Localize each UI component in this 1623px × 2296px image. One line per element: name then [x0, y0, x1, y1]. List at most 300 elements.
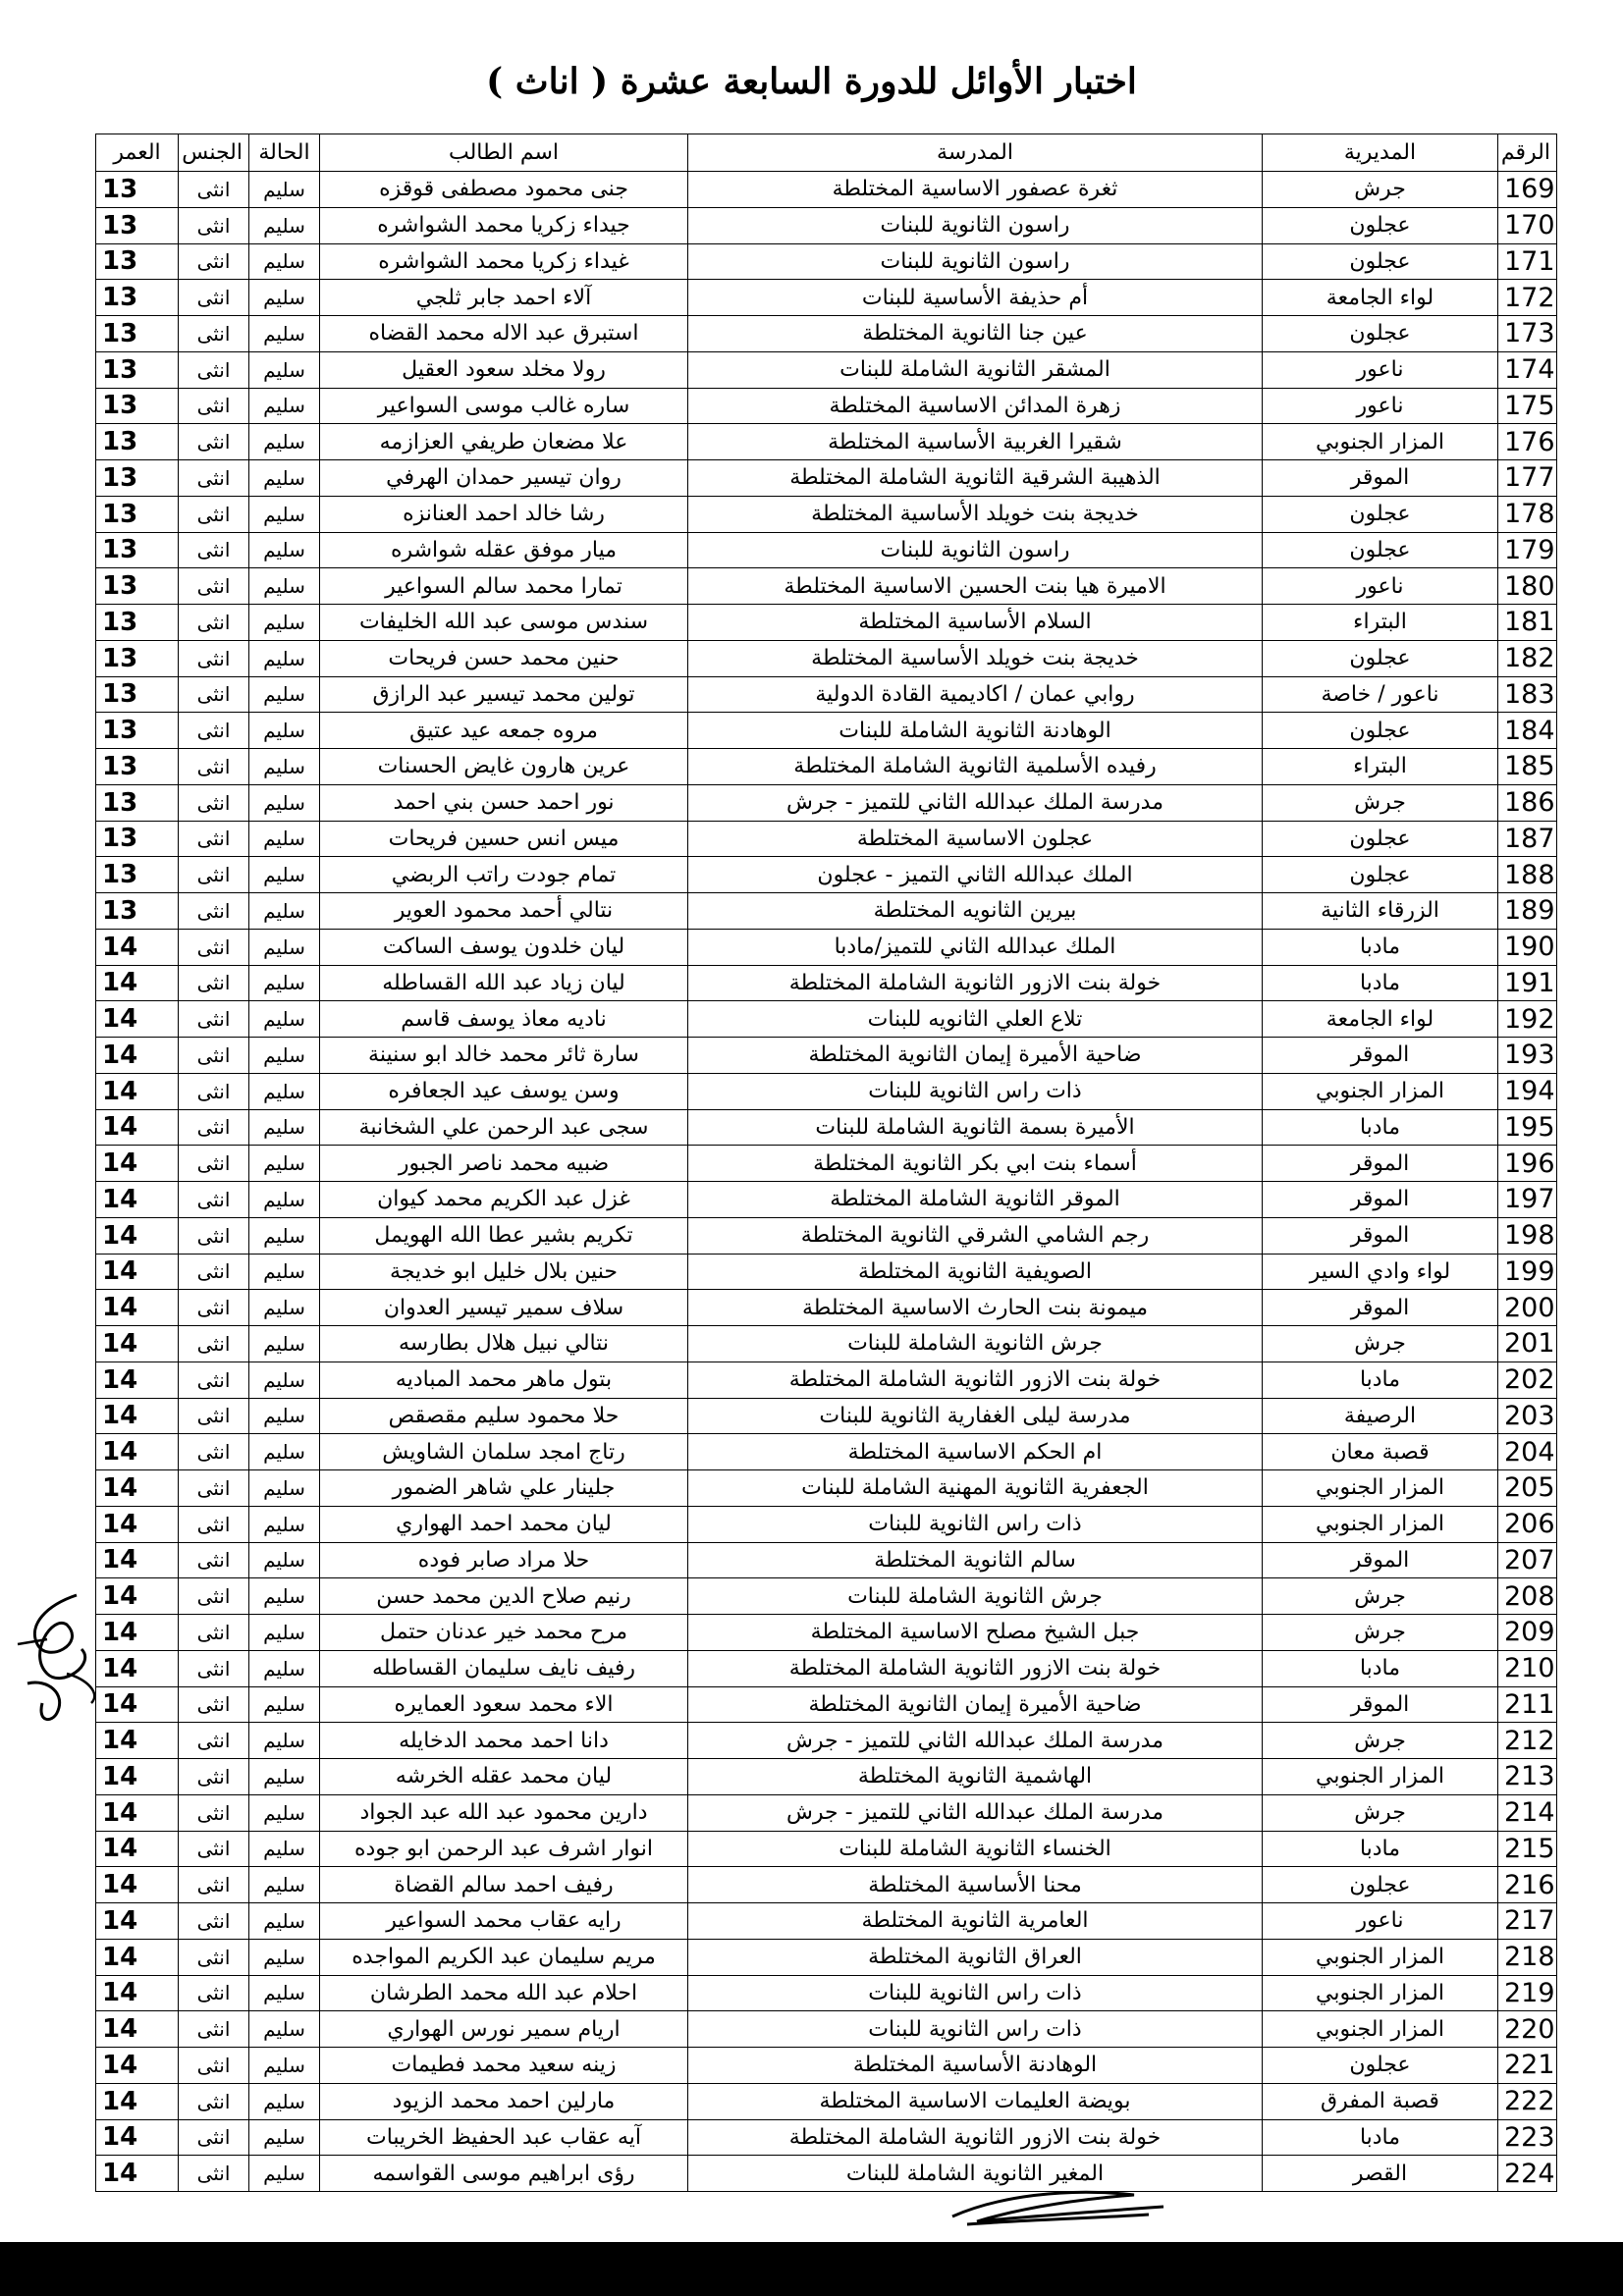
row-school: الخنساء الثانوية الشاملة للبنات — [688, 1831, 1263, 1867]
row-status: سليم — [249, 1073, 320, 1109]
row-number: 214 — [1498, 1794, 1557, 1831]
row-number: 221 — [1498, 2048, 1557, 2084]
table-row — [96, 1542, 1557, 1578]
table-row — [96, 965, 1557, 1001]
row-school: العراق الثانوية المختلطة — [688, 1939, 1263, 1975]
row-number: 173 — [1498, 316, 1557, 352]
row-age: 13 — [96, 713, 179, 749]
row-status: سليم — [249, 1182, 320, 1218]
table-row — [96, 1794, 1557, 1831]
row-gender: انثى — [179, 857, 249, 893]
row-status: سليم — [249, 1254, 320, 1290]
row-status: سليم — [249, 2011, 320, 2048]
row-age: 14 — [96, 1038, 179, 1074]
row-student-name: غيداء زكريا محمد الشواشره — [320, 243, 688, 280]
row-directorate: الرصيفة — [1263, 1398, 1498, 1434]
table-row — [96, 1398, 1557, 1434]
row-school: الهاشمية الثانوية المختلطة — [688, 1759, 1263, 1795]
row-status: سليم — [249, 2119, 320, 2156]
table-row — [96, 460, 1557, 497]
row-school: شقيرا الغربية الأساسية المختلطة — [688, 424, 1263, 460]
row-student-name: تمام جودت راتب الربضي — [320, 857, 688, 893]
table-row — [96, 1290, 1557, 1326]
row-school: بيرين الثانويه المختلطة — [688, 893, 1263, 930]
row-directorate: المزار الجنوبي — [1263, 424, 1498, 460]
row-number: 181 — [1498, 605, 1557, 641]
row-age: 14 — [96, 1146, 179, 1182]
row-student-name: حنين محمد حسن فريحات — [320, 640, 688, 676]
row-age: 14 — [96, 1506, 179, 1542]
row-directorate: الموقر — [1263, 460, 1498, 497]
row-directorate: ناعور — [1263, 388, 1498, 424]
row-age: 14 — [96, 1723, 179, 1759]
row-age: 14 — [96, 1615, 179, 1651]
row-age: 14 — [96, 2156, 179, 2192]
row-number: 185 — [1498, 749, 1557, 785]
row-number: 186 — [1498, 784, 1557, 821]
row-age: 14 — [96, 1254, 179, 1290]
row-age: 14 — [96, 1470, 179, 1507]
row-student-name: حلا محمود سليم مقصقص — [320, 1398, 688, 1434]
row-gender: انثى — [179, 605, 249, 641]
row-gender: انثى — [179, 1723, 249, 1759]
row-directorate: عجلون — [1263, 821, 1498, 857]
table-row — [96, 207, 1557, 243]
row-status: سليم — [249, 388, 320, 424]
row-age: 13 — [96, 388, 179, 424]
row-number: 183 — [1498, 676, 1557, 713]
row-number: 184 — [1498, 713, 1557, 749]
row-status: سليم — [249, 749, 320, 785]
row-school: جرش الثانوية الشاملة للبنات — [688, 1326, 1263, 1362]
table-row — [96, 857, 1557, 893]
table-row — [96, 605, 1557, 641]
table-row — [96, 316, 1557, 352]
header-name: اسم الطالب — [320, 134, 688, 172]
row-school: ام الحكم الاساسية المختلطة — [688, 1434, 1263, 1470]
table-row — [96, 1759, 1557, 1795]
row-status: سليم — [249, 893, 320, 930]
row-age: 13 — [96, 640, 179, 676]
row-directorate: المزار الجنوبي — [1263, 1759, 1498, 1795]
table-row — [96, 1001, 1557, 1038]
row-status: سليم — [249, 172, 320, 208]
row-age: 14 — [96, 1686, 179, 1723]
row-status: سليم — [249, 2156, 320, 2192]
table-row — [96, 1578, 1557, 1615]
row-directorate: مادبا — [1263, 1650, 1498, 1686]
header-school: المدرسة — [688, 134, 1263, 172]
row-student-name: وسن يوسف عيد الجعافره — [320, 1073, 688, 1109]
row-school: الجعفرية الثانوية المهنية الشاملة للبنات — [688, 1470, 1263, 1507]
row-student-name: ليان محمد عقله الخرشه — [320, 1759, 688, 1795]
row-age: 14 — [96, 1073, 179, 1109]
row-number: 188 — [1498, 857, 1557, 893]
row-number: 220 — [1498, 2011, 1557, 2048]
table-row — [96, 1723, 1557, 1759]
row-age: 14 — [96, 2011, 179, 2048]
row-directorate: جرش — [1263, 1326, 1498, 1362]
row-status: سليم — [249, 929, 320, 965]
row-gender: انثى — [179, 2083, 249, 2119]
row-school: بويضة العليمات الاساسية المختلطة — [688, 2083, 1263, 2119]
row-number: 171 — [1498, 243, 1557, 280]
row-number: 208 — [1498, 1578, 1557, 1615]
row-age: 13 — [96, 460, 179, 497]
row-student-name: ناديه معاذ يوسف قاسم — [320, 1001, 688, 1038]
row-number: 199 — [1498, 1254, 1557, 1290]
row-school: الأميرة بسمة الثانوية الشاملة للبنات — [688, 1109, 1263, 1146]
row-age: 14 — [96, 1831, 179, 1867]
row-age: 13 — [96, 351, 179, 388]
row-number: 187 — [1498, 821, 1557, 857]
row-gender: انثى — [179, 1542, 249, 1578]
row-school: مدرسة الملك عبدالله الثاني للتميز - جرش — [688, 1723, 1263, 1759]
table-row — [96, 2011, 1557, 2048]
row-student-name: سجى عبد الرحمن علي الشخانبة — [320, 1109, 688, 1146]
row-age: 14 — [96, 2083, 179, 2119]
table-row — [96, 1038, 1557, 1074]
row-gender: انثى — [179, 676, 249, 713]
row-school: رفيده الأسلمية الثانوية الشاملة المختلطة — [688, 749, 1263, 785]
row-gender: انثى — [179, 1686, 249, 1723]
header-row — [96, 134, 1557, 172]
row-number: 219 — [1498, 1975, 1557, 2011]
row-student-name: ميار موفق عقله شواشره — [320, 532, 688, 568]
row-directorate: لواء الجامعة — [1263, 1001, 1498, 1038]
row-directorate: المزار الجنوبي — [1263, 1506, 1498, 1542]
row-status: سليم — [249, 965, 320, 1001]
row-directorate: الموقر — [1263, 1686, 1498, 1723]
row-student-name: احلام عبد الله محمد الطرشان — [320, 1975, 688, 2011]
row-status: سليم — [249, 1975, 320, 2011]
table-row — [96, 2119, 1557, 2156]
row-status: سليم — [249, 532, 320, 568]
row-school: ضاحية الأميرة إيمان الثانوية المختلطة — [688, 1038, 1263, 1074]
row-age: 14 — [96, 1182, 179, 1218]
row-student-name: تولين محمد تيسير عبد الرازق — [320, 676, 688, 713]
row-school: ذات راس الثانوية للبنات — [688, 1506, 1263, 1542]
row-directorate: لواء وادي السير — [1263, 1254, 1498, 1290]
row-student-name: نتالي نبيل هلال بطارسه — [320, 1326, 688, 1362]
row-student-name: استبرق عبد الاله محمد القضاه — [320, 316, 688, 352]
row-age: 13 — [96, 207, 179, 243]
row-status: سليم — [249, 1362, 320, 1398]
header-directorate: المديرية — [1263, 134, 1498, 172]
row-directorate: عجلون — [1263, 640, 1498, 676]
row-gender: انثى — [179, 1073, 249, 1109]
row-number: 205 — [1498, 1470, 1557, 1507]
row-directorate: جرش — [1263, 784, 1498, 821]
row-gender: انثى — [179, 1326, 249, 1362]
row-directorate: جرش — [1263, 1578, 1498, 1615]
row-school: جرش الثانوية الشاملة للبنات — [688, 1578, 1263, 1615]
row-directorate: قصبة معان — [1263, 1434, 1498, 1470]
row-number: 197 — [1498, 1182, 1557, 1218]
row-gender: انثى — [179, 929, 249, 965]
row-student-name: انوار اشرف عبد الرحمن ابو جوده — [320, 1831, 688, 1867]
row-status: سليم — [249, 1001, 320, 1038]
row-gender: انثى — [179, 424, 249, 460]
row-status: سليم — [249, 1759, 320, 1795]
row-age: 13 — [96, 316, 179, 352]
row-age: 13 — [96, 424, 179, 460]
row-number: 212 — [1498, 1723, 1557, 1759]
row-gender: انثى — [179, 821, 249, 857]
row-gender: انثى — [179, 784, 249, 821]
row-age: 14 — [96, 1794, 179, 1831]
row-directorate: المزار الجنوبي — [1263, 1975, 1498, 2011]
row-number: 172 — [1498, 280, 1557, 316]
row-directorate: مادبا — [1263, 965, 1498, 1001]
row-age: 14 — [96, 1542, 179, 1578]
row-number: 177 — [1498, 460, 1557, 497]
row-number: 224 — [1498, 2156, 1557, 2192]
row-school: خديجة بنت خويلد الأساسية المختلطة — [688, 640, 1263, 676]
scan-border — [0, 2242, 1623, 2296]
row-age: 14 — [96, 1398, 179, 1434]
row-number: 218 — [1498, 1939, 1557, 1975]
row-number: 201 — [1498, 1326, 1557, 1362]
row-student-name: ضبيه محمد ناصر الجبور — [320, 1146, 688, 1182]
row-student-name: جيداء زكريا محمد الشواشره — [320, 207, 688, 243]
table-row — [96, 424, 1557, 460]
row-status: سليم — [249, 857, 320, 893]
row-directorate: الموقر — [1263, 1146, 1498, 1182]
row-school: أسماء بنت ابي بكر الثانوية المختلطة — [688, 1146, 1263, 1182]
row-school: مدرسة ليلى الغفارية الثانوية للبنات — [688, 1398, 1263, 1434]
row-number: 222 — [1498, 2083, 1557, 2119]
row-status: سليم — [249, 1831, 320, 1867]
row-school: محنا الأساسية المختلطة — [688, 1867, 1263, 1903]
row-student-name: آيه عقاب عبد الحفيظ الخريبات — [320, 2119, 688, 2156]
row-school: خديجة بنت خويلد الأساسية المختلطة — [688, 496, 1263, 532]
table-row — [96, 532, 1557, 568]
row-school: روابي عمان / اكاديمية القادة الدولية — [688, 676, 1263, 713]
row-status: سليم — [249, 1867, 320, 1903]
row-gender: انثى — [179, 351, 249, 388]
row-directorate: مادبا — [1263, 1831, 1498, 1867]
row-age: 13 — [96, 605, 179, 641]
row-age: 14 — [96, 1434, 179, 1470]
row-student-name: تمارا محمد سالم السواعير — [320, 568, 688, 605]
table-row — [96, 749, 1557, 785]
row-age: 14 — [96, 1759, 179, 1795]
handwritten-signature — [8, 1585, 116, 1733]
row-directorate: عجلون — [1263, 207, 1498, 243]
row-status: سليم — [249, 496, 320, 532]
table-row — [96, 1146, 1557, 1182]
row-gender: انثى — [179, 496, 249, 532]
row-directorate: عجلون — [1263, 857, 1498, 893]
row-status: سليم — [249, 1723, 320, 1759]
row-directorate: قصبة المفرق — [1263, 2083, 1498, 2119]
row-directorate: الزرقاء الثانية — [1263, 893, 1498, 930]
row-status: سليم — [249, 713, 320, 749]
header-age: العمر — [96, 134, 179, 172]
row-gender: انثى — [179, 460, 249, 497]
row-gender: انثى — [179, 532, 249, 568]
row-age: 13 — [96, 243, 179, 280]
row-gender: انثى — [179, 1038, 249, 1074]
row-directorate: مادبا — [1263, 929, 1498, 965]
row-student-name: نور احمد حسن بني احمد — [320, 784, 688, 821]
row-directorate: عجلون — [1263, 713, 1498, 749]
row-directorate: عجلون — [1263, 316, 1498, 352]
row-school: الوهادنة الأساسية المختلطة — [688, 2048, 1263, 2084]
row-student-name: الاء محمد سعود العمايره — [320, 1686, 688, 1723]
row-gender: انثى — [179, 172, 249, 208]
row-directorate: البتراء — [1263, 605, 1498, 641]
row-student-name: رايه عقاب محمد السواعير — [320, 1903, 688, 1940]
table-row — [96, 1254, 1557, 1290]
row-number: 178 — [1498, 496, 1557, 532]
row-number: 182 — [1498, 640, 1557, 676]
row-gender: انثى — [179, 1939, 249, 1975]
row-status: سليم — [249, 1650, 320, 1686]
row-school: ذات راس الثانوية للبنات — [688, 1975, 1263, 2011]
table-row — [96, 172, 1557, 208]
header-gender: الجنس — [179, 134, 249, 172]
row-age: 14 — [96, 1975, 179, 2011]
row-number: 189 — [1498, 893, 1557, 930]
table-row — [96, 1686, 1557, 1723]
row-status: سليم — [249, 676, 320, 713]
row-gender: انثى — [179, 1470, 249, 1507]
table-row — [96, 1109, 1557, 1146]
row-status: سليم — [249, 1146, 320, 1182]
row-status: سليم — [249, 2083, 320, 2119]
row-student-name: سلاف سمير تيسير العدوان — [320, 1290, 688, 1326]
row-directorate: عجلون — [1263, 243, 1498, 280]
row-student-name: مروه جمعه عيد عتيق — [320, 713, 688, 749]
row-number: 203 — [1498, 1398, 1557, 1434]
row-student-name: زينه سعيد محمد فطيمات — [320, 2048, 688, 2084]
row-status: سليم — [249, 784, 320, 821]
row-gender: انثى — [179, 1650, 249, 1686]
row-number: 206 — [1498, 1506, 1557, 1542]
row-school: راسون الثانوية للبنات — [688, 243, 1263, 280]
row-school: مدرسة الملك عبدالله الثاني للتميز - جرش — [688, 1794, 1263, 1831]
row-school: المغير الثانوية الشاملة للبنات — [688, 2156, 1263, 2192]
row-status: سليم — [249, 1398, 320, 1434]
row-gender: انثى — [179, 2156, 249, 2192]
row-age: 14 — [96, 1650, 179, 1686]
table-row — [96, 243, 1557, 280]
row-status: سليم — [249, 280, 320, 316]
row-number: 169 — [1498, 172, 1557, 208]
row-school: الوهادنة الثانوية الشاملة للبنات — [688, 713, 1263, 749]
row-student-name: مارلين احمد محمد الزيود — [320, 2083, 688, 2119]
row-number: 190 — [1498, 929, 1557, 965]
row-number: 210 — [1498, 1650, 1557, 1686]
row-school: راسون الثانوية للبنات — [688, 532, 1263, 568]
row-number: 200 — [1498, 1290, 1557, 1326]
row-status: سليم — [249, 1615, 320, 1651]
row-student-name: ليان زياد عبد الله القساطله — [320, 965, 688, 1001]
table-row — [96, 1506, 1557, 1542]
row-directorate: جرش — [1263, 172, 1498, 208]
row-directorate: البتراء — [1263, 749, 1498, 785]
table-row — [96, 1182, 1557, 1218]
row-student-name: مرح محمد خير عدنان حتمل — [320, 1615, 688, 1651]
table-row — [96, 496, 1557, 532]
row-gender: انثى — [179, 207, 249, 243]
row-school: خولة بنت الازور الثانوية الشاملة المختلطة — [688, 1650, 1263, 1686]
table-row — [96, 2083, 1557, 2119]
row-directorate: ناعور / خاصة — [1263, 676, 1498, 713]
row-status: سليم — [249, 1903, 320, 1940]
row-directorate: الموقر — [1263, 1038, 1498, 1074]
row-gender: انثى — [179, 1290, 249, 1326]
row-directorate: القصر — [1263, 2156, 1498, 2192]
row-directorate: المزار الجنوبي — [1263, 1939, 1498, 1975]
row-student-name: بتول ماهر محمد المباديه — [320, 1362, 688, 1398]
row-status: سليم — [249, 1939, 320, 1975]
row-gender: انثى — [179, 1182, 249, 1218]
table-row — [96, 388, 1557, 424]
row-status: سليم — [249, 243, 320, 280]
row-gender: انثى — [179, 1975, 249, 2011]
row-gender: انثى — [179, 713, 249, 749]
row-gender: انثى — [179, 1578, 249, 1615]
row-school: المشقر الثانوية الشاملة للبنات — [688, 351, 1263, 388]
results-table — [95, 133, 1557, 2192]
table-row — [96, 929, 1557, 965]
row-directorate: مادبا — [1263, 1109, 1498, 1146]
table-row — [96, 1903, 1557, 1940]
row-student-name: رؤى ابراهيم موسى القواسمه — [320, 2156, 688, 2192]
row-age: 13 — [96, 821, 179, 857]
row-age: 14 — [96, 1326, 179, 1362]
row-gender: انثى — [179, 2048, 249, 2084]
row-school: سالم الثانوية المختلطة — [688, 1542, 1263, 1578]
row-age: 14 — [96, 1939, 179, 1975]
row-school: ذات راس الثانوية للبنات — [688, 2011, 1263, 2048]
table-row — [96, 1867, 1557, 1903]
row-number: 196 — [1498, 1146, 1557, 1182]
row-status: سليم — [249, 821, 320, 857]
table-row — [96, 1470, 1557, 1507]
row-gender: انثى — [179, 1434, 249, 1470]
row-status: سليم — [249, 1217, 320, 1254]
row-age: 13 — [96, 568, 179, 605]
row-gender: انثى — [179, 1615, 249, 1651]
row-school: ثغرة عصفور الاساسية المختلطة — [688, 172, 1263, 208]
row-student-name: ساره غالب موسى السواعير — [320, 388, 688, 424]
row-school: الذهيبة الشرقية الثانوية الشاملة المختلطة — [688, 460, 1263, 497]
row-status: سليم — [249, 640, 320, 676]
row-number: 213 — [1498, 1759, 1557, 1795]
row-status: سليم — [249, 605, 320, 641]
row-student-name: آلاء احمد جابر ثلجي — [320, 280, 688, 316]
row-school: خولة بنت الازور الثانوية الشاملة المختلطة — [688, 965, 1263, 1001]
row-age: 13 — [96, 676, 179, 713]
row-gender: انثى — [179, 1398, 249, 1434]
table-row — [96, 1434, 1557, 1470]
row-number: 215 — [1498, 1831, 1557, 1867]
row-status: سليم — [249, 207, 320, 243]
row-directorate: عجلون — [1263, 532, 1498, 568]
row-status: سليم — [249, 351, 320, 388]
row-student-name: دارين محمود عبد الله عبد الجواد — [320, 1794, 688, 1831]
table-row — [96, 893, 1557, 930]
row-age: 14 — [96, 1578, 179, 1615]
row-directorate: مادبا — [1263, 2119, 1498, 2156]
row-number: 216 — [1498, 1867, 1557, 1903]
row-age: 13 — [96, 857, 179, 893]
row-school: الاميرة هيا بنت الحسين الاساسية المختلطة — [688, 568, 1263, 605]
